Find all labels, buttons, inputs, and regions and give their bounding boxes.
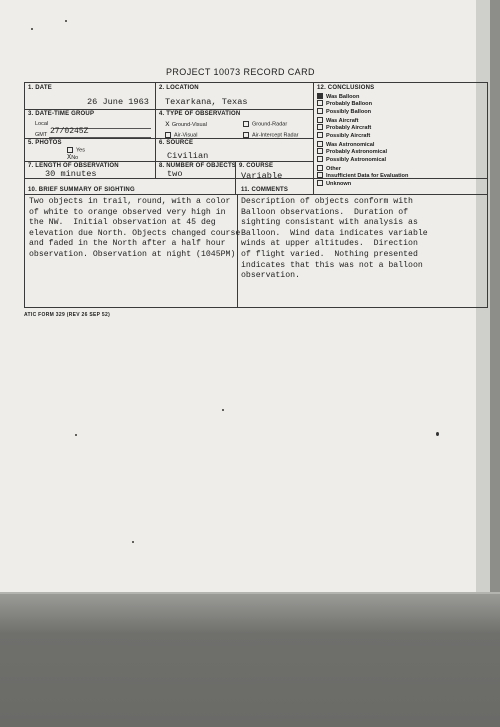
scan-bottom-backing [0, 594, 500, 727]
scan-edge-right-dark [490, 0, 500, 600]
length-value: 30 minutes [45, 169, 97, 179]
conclusions-group-astronomical: Was Astronomical Probably Astronomical Possibly Astronomical [317, 141, 387, 163]
scan-speck [65, 20, 67, 22]
location-label: 2. LOCATION [159, 85, 199, 91]
scan-speck [222, 409, 224, 411]
source-label: 6. SOURCE [159, 140, 194, 146]
length-label: 7. LENGTH OF OBSERVATION [28, 163, 119, 169]
summary-label: 10. BRIEF SUMMARY OF SIGHTING [28, 187, 135, 193]
source-value: Civilian [167, 151, 209, 161]
obs-air-intercept-radar: Air-Intercept Radar [243, 132, 298, 138]
course-label: 9. COURSE [239, 163, 274, 169]
conclusions-group-aircraft: Was Aircraft Probably Aircraft Possibly Aircraft [317, 117, 371, 139]
scan-speck [31, 28, 33, 30]
comments-label: 11. COMMENTS [241, 187, 289, 193]
conclusions-label: 12. CONCLUSIONS [317, 85, 375, 91]
objects-value: two [167, 169, 183, 179]
obs-air-visual: Air-Visual [165, 132, 197, 138]
course-value: Variable [241, 171, 283, 181]
obs-ground-visual-check: x [165, 120, 170, 129]
photos-no: XNo [67, 154, 79, 162]
scan-speck [75, 434, 77, 436]
was-balloon-checkbox [317, 93, 323, 99]
dtg-gmt-value: 27/0245Z [50, 127, 89, 136]
summary-text: Two objects in trail, round, with a color of white to orange observed very high in the NW. Initial observation at 45 deg elevation due North. Objects changed course and faded in the North after a half hour observation. Observation at night (1045PM) [29, 197, 241, 259]
record-card-form [24, 82, 488, 308]
objects-label: 8. NUMBER OF OBJECTS [159, 163, 237, 169]
dtg-local-label: Local [35, 121, 49, 127]
dtg-label: 3. DATE-TIME GROUP [28, 111, 95, 117]
observation-type-label: 4. TYPE OF OBSERVATION [159, 111, 241, 117]
location-value: Texarkana, Texas [165, 97, 248, 107]
card-title: PROJECT 10073 RECORD CARD [166, 67, 315, 77]
photos-no-check: X [67, 154, 72, 162]
date-value: 26 June 1963 [87, 97, 149, 107]
obs-ground-visual: x Ground-Visual [165, 120, 207, 129]
form-number: ATIC FORM 329 (REV 26 SEP 52) [24, 312, 111, 318]
photos-label: 5. PHOTOS [28, 140, 62, 146]
conclusions-group-other: Other Insufficient Data for Evaluation Unknown [317, 165, 408, 187]
scan-speck [436, 432, 439, 436]
photos-yes: Yes [67, 147, 85, 153]
date-label: 1. DATE [28, 85, 52, 91]
obs-ground-radar: Ground-Radar [243, 121, 287, 127]
comments-text: Description of objects conform with Balloon observations. Duration of sighting consistant with analysis as Balloon. Wind data indicates variable winds at upper altitudes. Direction of flight varied. Nothing presented indicates that this was not a balloon observation. [241, 197, 428, 281]
scan-speck [132, 541, 134, 543]
dtg-gmt-label: GMT [35, 132, 48, 138]
conclusions-group-balloon: Was Balloon Probably Balloon Possibly Balloon [317, 93, 372, 115]
